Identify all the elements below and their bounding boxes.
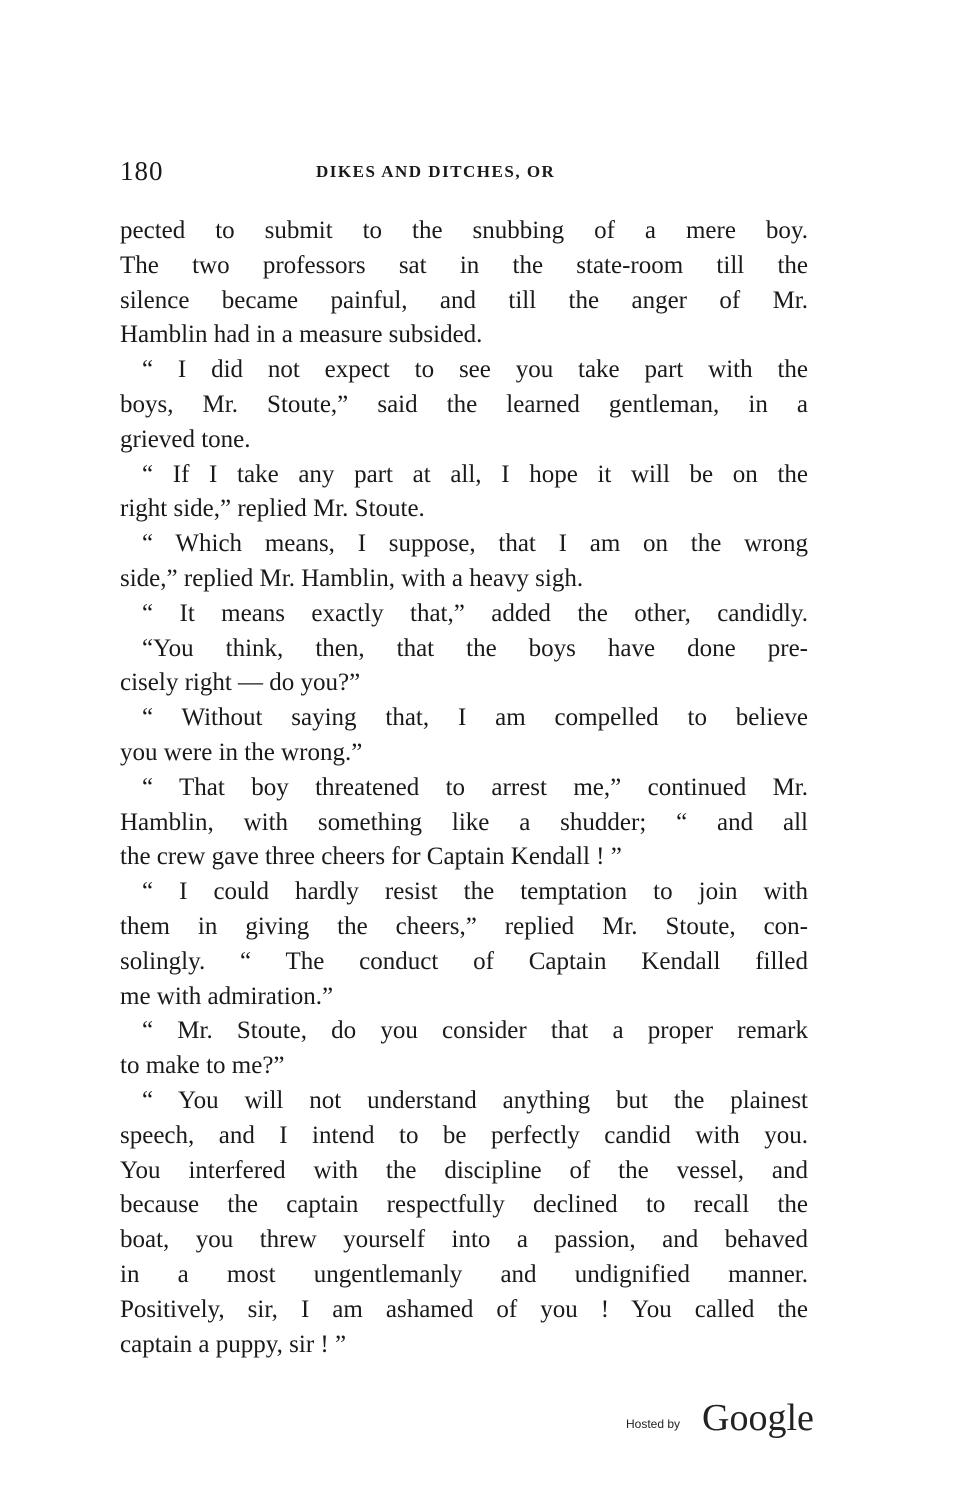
text-line: “ Mr. Stoute, do you consider that a proper remark	[142, 1017, 808, 1045]
text-line: silence became painful, and till the anger of Mr.	[120, 286, 808, 314]
text-line: to make to me?”	[120, 1052, 285, 1080]
text-line: because the captain respectfully declined to recall the	[120, 1191, 808, 1219]
text-line: cisely right — do you?”	[120, 669, 361, 697]
text-line: pected to submit to the snubbing of a mere boy.	[120, 217, 808, 244]
text-line: boys, Mr. Stoute,” said the learned gentleman, in a	[120, 390, 808, 418]
text-line: “ If I take any part at all, I hope it will be on the	[142, 460, 808, 488]
text-line: “ It means exactly that,” added the other, candidly.	[142, 599, 808, 627]
text-line: grieved tone.	[120, 425, 251, 453]
body-text	[120, 214, 808, 1362]
text-line: you were in the wrong.”	[120, 738, 363, 766]
page-header	[120, 156, 808, 190]
text-line: The two professors sat in the state-room till the	[120, 251, 808, 279]
text-line: “You think, then, that the boys have done pre-	[142, 634, 808, 662]
text-line: speech, and I intend to be perfectly candid with you.	[120, 1121, 808, 1149]
text-line: solingly. “ The conduct of Captain Kendall filled	[120, 947, 808, 975]
text-line: Hamblin, with something like a shudder; “ and all	[120, 808, 808, 836]
text-line: right side,” replied Mr. Stoute.	[120, 495, 425, 523]
google-logo: Google	[702, 1397, 814, 1439]
text-line: “ I did not expect to see you take part with the	[142, 356, 808, 384]
text-line: them in giving the cheers,” replied Mr. Stoute, con-	[120, 912, 808, 940]
text-line: You interfered with the discipline of the vessel, and	[120, 1156, 808, 1184]
text-line: side,” replied Mr. Hamblin, with a heavy sigh.	[120, 564, 584, 592]
text-line: the crew gave three cheers for Captain Kendall ! ”	[120, 843, 622, 871]
text-line: “ Without saying that, I am compelled to believe	[142, 704, 808, 732]
page-number: 180	[120, 156, 164, 186]
hosted-by-label: Hosted by	[626, 1417, 681, 1431]
text-line: “ That boy threatened to arrest me,” continued Mr.	[142, 773, 808, 801]
text-line: “ Which means, I suppose, that I am on the wrong	[142, 530, 808, 558]
hosted-by-google-mark	[626, 1398, 826, 1442]
text-line: Hamblin had in a measure subsided.	[120, 321, 483, 349]
text-line: boat, you threw yourself into a passion, and behaved	[120, 1226, 808, 1254]
running-title: DIKES AND DITCHES, OR	[316, 162, 556, 181]
text-line: “ You will not understand anything but the plainest	[142, 1086, 808, 1114]
text-line: me with admiration.”	[120, 982, 334, 1010]
text-line: Positively, sir, I am ashamed of you ! You called the	[120, 1295, 808, 1323]
text-line: captain a puppy, sir ! ”	[120, 1330, 347, 1358]
text-line: in a most ungentlemanly and undignified manner.	[120, 1260, 808, 1288]
text-line: “ I could hardly resist the temptation to join with	[142, 878, 808, 906]
